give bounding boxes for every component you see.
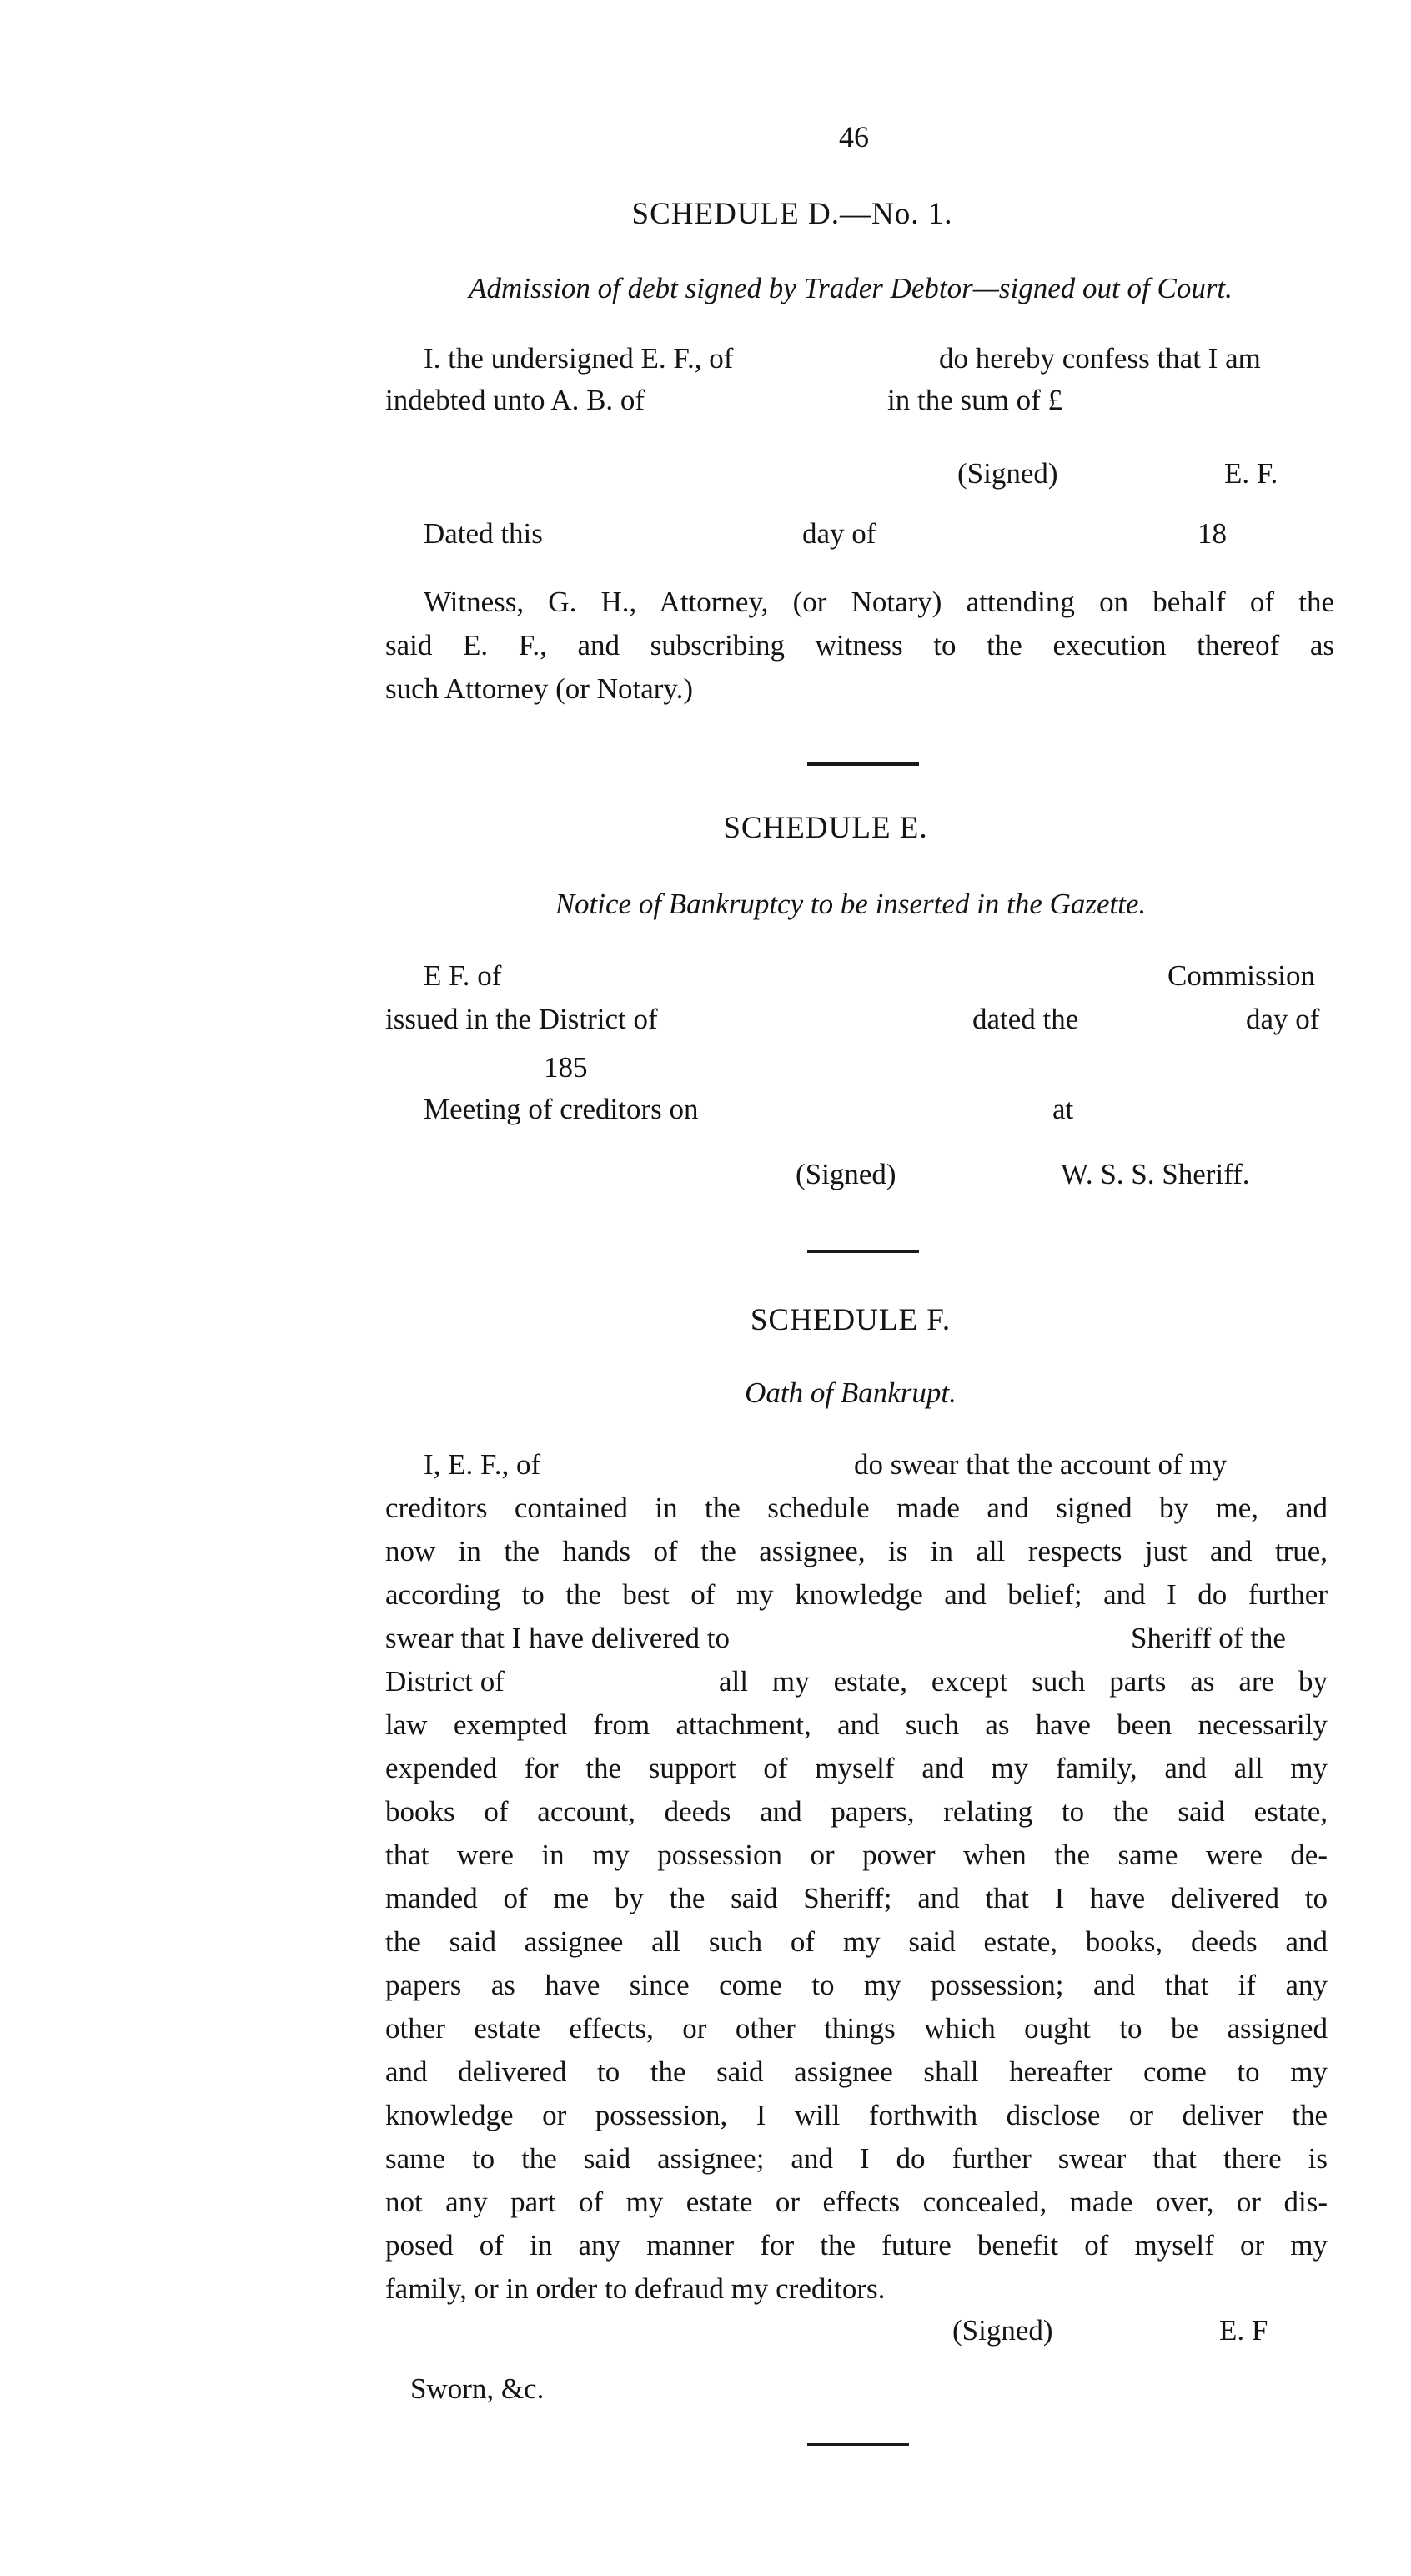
schedule-e-line2-right: day of (1246, 1003, 1320, 1035)
schedule-f-text-line: books of account, deeds and papers, relating to the said estate, (385, 1795, 1328, 1828)
schedule-d-year: 18 (1198, 517, 1227, 550)
schedule-e-signed-name: W. S. S. Sheriff. (1061, 1158, 1250, 1190)
schedule-f-text-line: posed of in any manner for the future benefit of myself or my (385, 2229, 1328, 2262)
schedule-f-text-line: law exempted from attachment, and such as have been necessarily (385, 1708, 1328, 1741)
schedule-f-line5-left: swear that I have delivered to (385, 1622, 731, 1654)
schedule-f-text-line: creditors contained in the schedule made and signed by me, and (385, 1492, 1328, 1524)
schedule-f-line6-right: all my estate, except such parts as are by (719, 1665, 1328, 1698)
schedule-e-heading: SCHEDULE E. (723, 811, 928, 845)
schedule-e-subtitle: Notice of Bankruptcy to be inserted in the Gazette. (555, 888, 1147, 920)
schedule-f-text-line: that were in my possession or power when the same were de- (385, 1839, 1328, 1871)
schedule-d-day-of: day of (802, 517, 876, 550)
page-number: 46 (839, 120, 869, 153)
section-divider (807, 762, 919, 766)
schedule-f-heading: SCHEDULE F. (750, 1303, 952, 1337)
schedule-f-line1-right: do swear that the account of my (854, 1448, 1228, 1481)
schedule-d-witness-line: such Attorney (or Notary.) (385, 672, 694, 705)
schedule-d-subtitle: Admission of debt signed by Trader Debtor—signed out of Court. (469, 272, 1233, 304)
schedule-e-line2-mid: dated the (972, 1003, 1079, 1035)
schedule-e-line4-right: at (1052, 1093, 1074, 1125)
schedule-d-line1-left: I. the undersigned E. F., of (424, 342, 734, 375)
schedule-d-line2-right: in the sum of £ (887, 384, 1062, 416)
schedule-d-line1-right: do hereby confess that I am (939, 342, 1261, 375)
schedule-d-signed-label: (Signed) (957, 457, 1058, 490)
schedule-f-last-line: family, or in order to defraud my creditors. (385, 2272, 886, 2305)
schedule-f-text-line: same to the said assignee; and I do further swear that there is (385, 2142, 1328, 2175)
schedule-f-line6-left: District of (385, 1665, 505, 1698)
schedule-d-line2-left: indebted unto A. B. of (385, 384, 645, 416)
schedule-e-signed-label: (Signed) (796, 1158, 896, 1190)
schedule-f-text-line: manded of me by the said Sheriff; and that I have delivered to (385, 1882, 1328, 1914)
schedule-f-text-line: the said assignee all such of my said estate, books, deeds and (385, 1925, 1328, 1958)
schedule-e-line3: 185 (544, 1051, 588, 1084)
schedule-f-sworn: Sworn, &c. (410, 2372, 545, 2405)
schedule-d-dated-label: Dated this (424, 517, 543, 550)
schedule-f-text-line: knowledge or possession, I will forthwith disclose or deliver the (385, 2099, 1328, 2131)
schedule-d-heading: SCHEDULE D.—No. 1. (631, 197, 953, 231)
schedule-f-text-line: not any part of my estate or effects concealed, made over, or dis- (385, 2186, 1328, 2218)
section-divider (807, 2443, 909, 2446)
schedule-d-signed-name: E. F. (1224, 457, 1278, 490)
schedule-e-line2-left: issued in the District of (385, 1003, 658, 1035)
schedule-e-line4-left: Meeting of creditors on (424, 1093, 699, 1125)
schedule-d-witness-line: Witness, G. H., Attorney, (or Notary) attending on behalf of the (424, 586, 1334, 618)
schedule-f-text-line: expended for the support of myself and my family, and all my (385, 1752, 1328, 1784)
schedule-f-signed-label: (Signed) (952, 2314, 1053, 2347)
schedule-f-text-line: now in the hands of the assignee, is in all respects just and true, (385, 1535, 1328, 1567)
schedule-f-subtitle: Oath of Bankrupt. (745, 1376, 957, 1409)
schedule-f-line5-right: Sheriff of the (1131, 1622, 1286, 1654)
schedule-f-text-line: papers as have since come to my possession; and that if any (385, 1969, 1328, 2001)
schedule-f-text-line: and delivered to the said assignee shall hereafter come to my (385, 2055, 1328, 2088)
schedule-d-witness-line: said E. F., and subscribing witness to the execution thereof as (385, 629, 1334, 662)
schedule-e-line1-right: Commission (1167, 959, 1315, 992)
schedule-f-line1-left: I, E. F., of (424, 1448, 541, 1481)
schedule-f-text-line: other estate effects, or other things which ought to be assigned (385, 2012, 1328, 2045)
schedule-f-text-line: according to the best of my knowledge and belief; and I do further (385, 1578, 1328, 1611)
section-divider (807, 1250, 919, 1253)
schedule-e-line1-left: E F. of (424, 959, 502, 992)
schedule-f-signed-name: E. F (1219, 2314, 1268, 2347)
